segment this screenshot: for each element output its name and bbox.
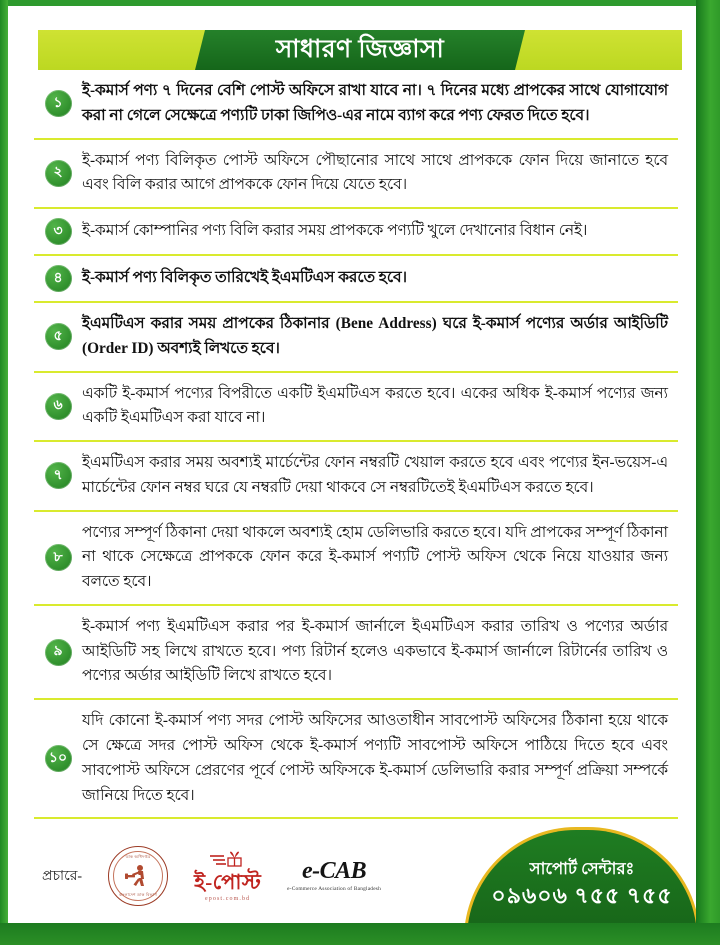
faq-number-badge: ৯ bbox=[45, 639, 72, 666]
faq-item-4 bbox=[34, 256, 678, 303]
faq-number-badge: ৩ bbox=[45, 218, 72, 245]
page-sheet bbox=[8, 6, 696, 923]
faq-text: ই-কমার্স পণ্য ৭ দিনের বেশি পোস্ট অফিসে রাখা যাবে না। ৭ দিনের মধ্যে প্রাপকের সাথে যোগাযোগ করা না গেলে সেক্ষেত্রে পণ্যটি ঢাকা জিপিও-এর নামে ব্যাগ করে পণ্য ফেরত দিতে হবে। bbox=[82, 82, 668, 124]
faq-number-badge: ৫ bbox=[45, 323, 72, 350]
faq-badge-cell bbox=[34, 160, 82, 187]
page-footer bbox=[8, 831, 696, 923]
faq-badge-cell bbox=[34, 639, 82, 666]
ecab-logo bbox=[287, 859, 381, 892]
bangladesh-post-office-seal-icon bbox=[108, 846, 168, 906]
epost-wordmark: ই-পোস্ট bbox=[194, 869, 262, 894]
faq-item-5 bbox=[34, 303, 678, 373]
faq-text: ই-কমার্স পণ্য ইএমটিএস করার পর ই-কমার্স জার্নালে ইএমটিএস করার তারিখ ও পণ্যের অর্ডার আইডিটি সহ লিখে রাখতে হবে। পণ্য রিটার্ন হলেও একভাবে ই-কমার্স জার্নালে রিটার্নের তারিখ ও পণ্যের অর্ডার আইডিটি লিখে রাখতে হবে। bbox=[82, 617, 668, 685]
faq-text: যদি কোনো ই-কমার্স পণ্য সদর পোস্ট অফিসের আওতাধীন সাবপোস্ট অফিসের ঠিকানা হয়ে থাকে সে ক্ষেত্রে সদর পোস্ট অফিস থেকে ই-কমার্স পণ্যটি সাবপোস্ট অফিসে পাঠিয়ে দিতে হবে এবং সাবপোস্ট অফিসে প্রেরণের পূর্বে পোস্ট অফিসকে ই-কমার্স ডেলিভারি করার সম্পূর্ণ প্রক্রিয়া সম্পর্কে জানিয়ে দিতে হবে। bbox=[82, 712, 668, 804]
faq-number-badge: ১ bbox=[45, 90, 72, 117]
faq-badge-cell bbox=[34, 462, 82, 489]
faq-text: পণ্যের সম্পূর্ণ ঠিকানা দেয়া থাকলে অবশ্যই হোম ডেলিভারি করতে হবে। যদি প্রাপকের সম্পূর্ণ ঠিকানা না থাকে সেক্ষেত্রে প্রাপককে ফোন করে ই-কমার্স পণ্যটি পোস্ট অফিস থেকে নিয়ে যাওয়ার জন্য বলতে হবে। bbox=[82, 523, 668, 591]
epost-logo bbox=[194, 851, 261, 902]
faq-number-badge: ৪ bbox=[45, 265, 72, 292]
faq-text: ই-কমার্স কোম্পানির পণ্য বিলি করার সময় প্রাপককে পণ্যটি খুলে দেখানোর বিধান নেই। bbox=[82, 222, 588, 240]
faq-number-badge: ১০ bbox=[45, 745, 72, 772]
faq-list bbox=[34, 70, 678, 819]
page-title: সাধারণ জিজ্ঞাসা bbox=[275, 36, 445, 63]
ecab-subtitle: e-Commerce Association of Bangladesh bbox=[287, 886, 381, 893]
faq-item-8 bbox=[34, 512, 678, 606]
faq-text: ইএমটিএস করার সময় অবশ্যই মার্চেন্টের ফোন নম্বরটি খেয়াল করতে হবে এবং পণ্যের ইন-ভয়েস-এ মার্চেন্টের ফোন নম্বর ঘরে যে নম্বরটি দেয়া থাকবে সে নম্বরটিতেই ইএমটিএস করতে হবে। bbox=[82, 454, 668, 496]
faq-badge-cell bbox=[34, 323, 82, 350]
epost-parcel-icon bbox=[208, 851, 248, 868]
page-header-banner bbox=[38, 30, 682, 70]
faq-badge-cell bbox=[34, 745, 82, 772]
faq-number-badge: ৬ bbox=[45, 393, 72, 420]
faq-text: ই-কমার্স পণ্য বিলিকৃত তারিখেই ইএমটিএস করতে হবে। bbox=[82, 269, 407, 287]
faq-text: একটি ই-কমার্স পণ্যের বিপরীতে একটি ইএমটিএস করতে হবে। একের অধিক ই-কমার্স পণ্যের জন্য একটি ইএমটিএস করা যাবে না। bbox=[82, 384, 668, 427]
promoted-by-label: প্রচারে- bbox=[42, 869, 83, 884]
support-center-number: ০৯৬০৬ ৭৫৫ ৭৫৫ bbox=[491, 882, 673, 908]
faq-text: ইএমটিএস করার সময় প্রাপকের ঠিকানার (Bene Address) ঘরে ই-কমার্স পণ্যের অর্ডার আইডিটি (Order ID) অবশ্যই লিখতে হবে। bbox=[82, 315, 668, 357]
epost-url: epost.com.bd bbox=[204, 895, 251, 902]
faq-item-3 bbox=[34, 209, 678, 256]
faq-badge-cell bbox=[34, 218, 82, 245]
faq-item-10 bbox=[34, 700, 678, 819]
faq-item-7 bbox=[34, 442, 678, 512]
faq-item-2 bbox=[34, 140, 678, 210]
frame-border-right bbox=[696, 0, 720, 945]
faq-badge-cell bbox=[34, 393, 82, 420]
faq-number-badge: ২ bbox=[45, 160, 72, 187]
faq-item-1 bbox=[34, 70, 678, 140]
support-center-label: সাপোর্ট সেন্টারঃ bbox=[529, 859, 635, 878]
faq-badge-cell bbox=[34, 544, 82, 571]
seal-caption-bottom: বাংলাদেশ ডাক বিভাগ bbox=[118, 892, 158, 897]
faq-number-badge: ৮ bbox=[45, 544, 72, 571]
seal-caption-top: ডাক অধিদপ্তর bbox=[125, 854, 151, 859]
faq-number-badge: ৭ bbox=[45, 462, 72, 489]
faq-badge-cell bbox=[34, 90, 82, 117]
faq-badge-cell bbox=[34, 265, 82, 292]
faq-item-6 bbox=[34, 373, 678, 443]
ecab-wordmark: e-CAB bbox=[301, 858, 367, 885]
support-center-panel bbox=[464, 827, 696, 923]
frame-border-left bbox=[0, 0, 8, 945]
frame-border-bottom bbox=[0, 923, 720, 945]
faq-text: ই-কমার্স পণ্য বিলিকৃত পোস্ট অফিসে পৌছানোর সাথে সাথে প্রাপককে ফোন দিয়ে জানাতে হবে এবং বিলি করার আগে প্রাপককে ফোন দিয়ে যেতে হবে। bbox=[82, 151, 668, 194]
faq-item-9 bbox=[34, 606, 678, 700]
